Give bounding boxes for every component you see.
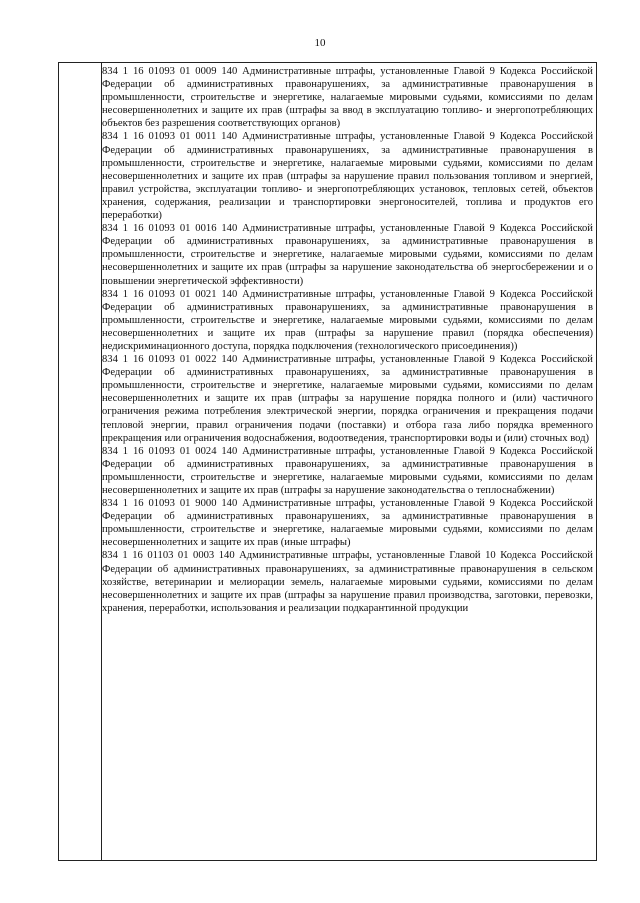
kbk-code: 1 16 01093 01 0024 140 — [122, 445, 238, 457]
budget-entry — [102, 222, 593, 287]
entry-text: Административные штрафы, установленные Главой 9 Кодекса Российской Федерации об административных правонарушениях, за административные правонарушения в промышленности, строительстве и энергетике, налагаемые мировыми судьями, комиссиями по делам несовершеннолетних и защите их прав (штрафы за нарушение правил (порядка обеспечения) недискриминационного доступа, порядка подключения (технологического присоединения)) — [102, 288, 593, 352]
entry-text: Административные штрафы, установленные Главой 9 Кодекса Российской Федерации об административных правонарушениях, за административные правонарушения в промышленности, строительстве и энергетике, налагаемые мировыми судьями, комиссиями по делам несовершеннолетних и защите их прав (штрафы за нарушение правил пользования топливом и энергией, правил устройства, эксплуатации топливо- и энергопотребляющих установок, тепловых сетей, объектов хранения, содержания, реализации и транспортировки энергоносителей, топлива и продуктов его переработки) — [102, 131, 593, 222]
kbk-code: 1 16 01093 01 0011 140 — [122, 131, 238, 143]
admin-code: 834 — [102, 445, 118, 457]
table-left-column — [59, 63, 102, 860]
kbk-code: 1 16 01103 01 0003 140 — [122, 550, 235, 562]
budget-entry — [102, 65, 593, 130]
entry-text: Административные штрафы, установленные Главой 9 Кодекса Российской Федерации об административных правонарушениях, за административные правонарушения в промышленности, строительстве и энергетике, налагаемые мировыми судьями, комиссиями по делам несовершеннолетних и защите их прав (штрафы за ввод в эксплуатацию топливо- и энергопотребляющих объектов без разрешения соответствующих органов) — [102, 66, 593, 130]
admin-code: 834 — [102, 550, 118, 562]
budget-entry — [102, 130, 593, 222]
entry-text: Административные штрафы, установленные Главой 10 Кодекса Российской Федерации об административных правонарушениях, за административные правонарушения в сельском хозяйстве, ветеринарии и мелиорации земель, налагаемые мировыми судьями, комиссиями по делам несовершеннолетних и защите их прав (штрафы за нарушение правил производства, заготовки, перевозки, хранения, переработки, использования и реализации подкарантинной продукции — [102, 550, 593, 614]
admin-code: 834 — [102, 131, 118, 143]
entry-text: Административные штрафы, установленные Главой 9 Кодекса Российской Федерации об административных правонарушениях, за административные правонарушения в промышленности, строительстве и энергетике, налагаемые мировыми судьями, комиссиями по делам несовершеннолетних и защите их прав (иные штрафы) — [102, 498, 593, 549]
budget-entry — [102, 353, 593, 445]
entry-text: Административные штрафы, установленные Главой 9 Кодекса Российской Федерации об административных правонарушениях, за административные правонарушения в промышленности, строительстве и энергетике, налагаемые мировыми судьями, комиссиями по делам несовершеннолетних и защите их прав (штрафы за нарушение законодательства о теплоснабжении) — [102, 445, 593, 496]
table-right-column — [102, 65, 593, 860]
document-table — [58, 62, 597, 861]
budget-entry — [102, 288, 593, 353]
admin-code: 834 — [102, 354, 118, 366]
entry-text: Административные штрафы, установленные Главой 9 Кодекса Российской Федерации об административных правонарушениях, за административные правонарушения в промышленности, строительстве и энергетике, налагаемые мировыми судьями, комиссиями по делам несовершеннолетних и защите их прав (штрафы за нарушение порядка полного и (или) частичного ограничения режима потребления электрической энергии, порядка ограничения и прекращения подачи тепловой энергии, правил ограничения подачи (поставки) и отбора газа либо порядка временного прекращения или ограничения водоснабжения, водоотведения, транспортировки воды и (или) сточных вод) — [102, 354, 593, 444]
budget-entry — [102, 549, 593, 614]
kbk-code: 1 16 01093 01 9000 140 — [122, 498, 238, 510]
admin-code: 834 — [102, 498, 118, 510]
kbk-code: 1 16 01093 01 0009 140 — [122, 66, 238, 77]
admin-code: 834 — [102, 223, 118, 235]
budget-entry — [102, 445, 593, 497]
kbk-code: 1 16 01093 01 0021 140 — [122, 288, 238, 300]
page-number: 10 — [314, 37, 326, 49]
budget-entry — [102, 497, 593, 549]
admin-code: 834 — [102, 288, 118, 300]
entry-text: Административные штрафы, установленные Главой 9 Кодекса Российской Федерации об административных правонарушениях, за административные правонарушения в промышленности, строительстве и энергетике, налагаемые мировыми судьями, комиссиями по делам несовершеннолетних и защите их прав (штрафы за нарушение законодательства об энергосбережении и о повышении энергетической эффективности) — [102, 223, 593, 287]
kbk-code: 1 16 01093 01 0022 140 — [122, 354, 238, 366]
kbk-code: 1 16 01093 01 0016 140 — [122, 223, 238, 235]
admin-code: 834 — [102, 66, 118, 77]
